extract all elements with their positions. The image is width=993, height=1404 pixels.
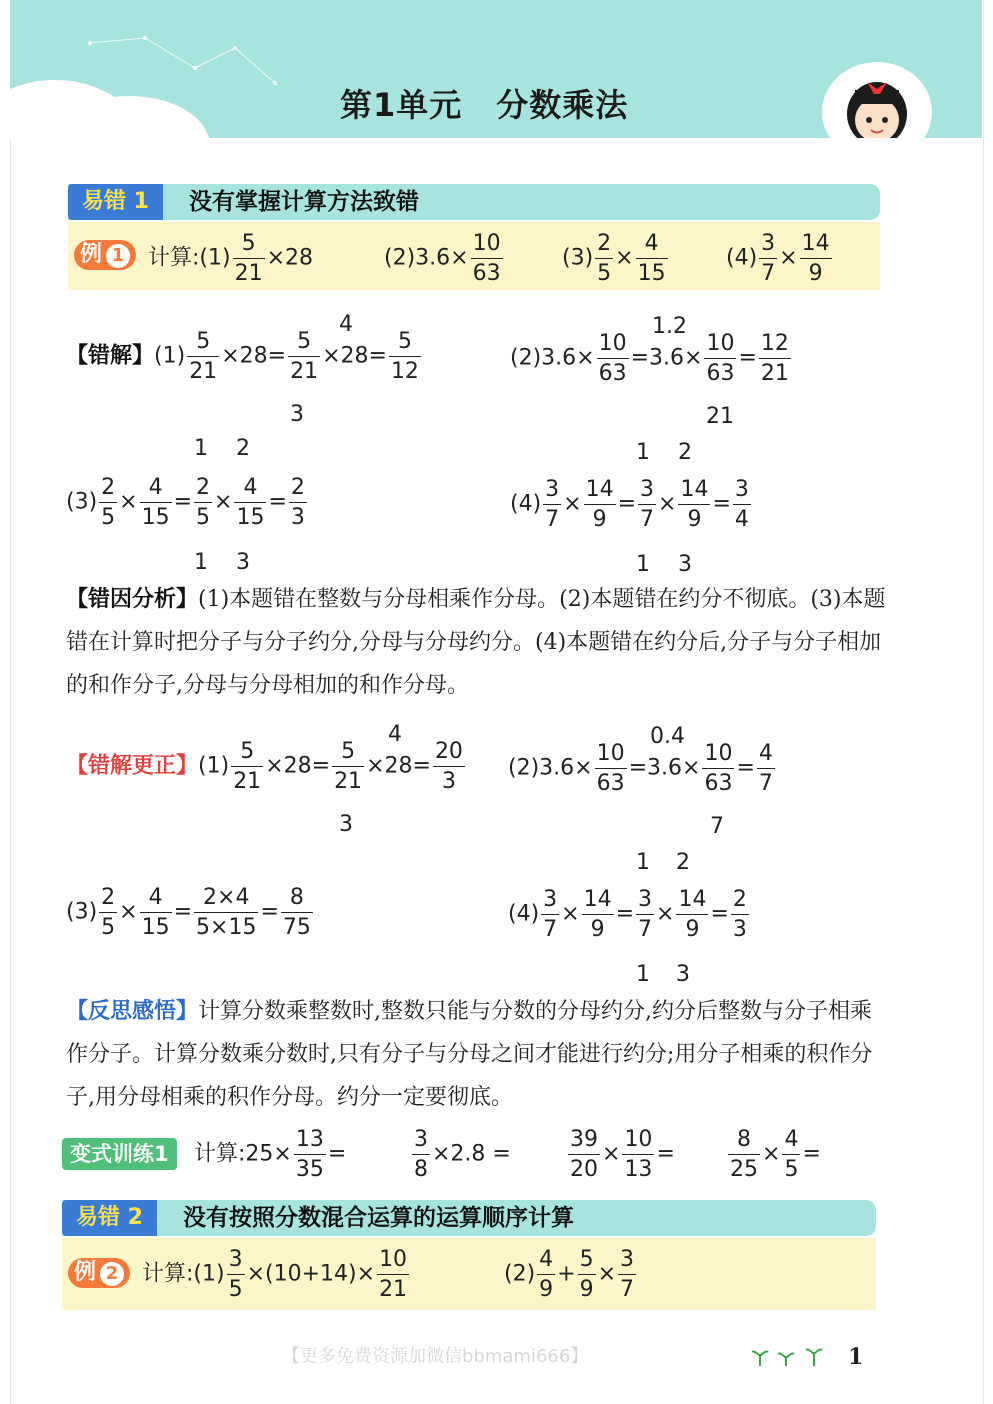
wrong-solution-4: (4) $\frac{3}{7}$ × $\frac{14}{9}$ = $\frac{3}{7}$ × $\frac{14}{9}$ = $\frac{3}{4}$ — [510, 477, 749, 533]
cancel-note: 1 — [636, 962, 650, 987]
fraction: $\frac{4}{15}$ — [141, 885, 170, 941]
fraction: $\frac{14}{9}$ — [585, 477, 614, 533]
fraction: $\frac{10}{13}$ — [624, 1127, 653, 1183]
cancel-note: 7 — [710, 814, 724, 839]
example-1-problem-2 — [384, 232, 505, 285]
variant-problem-2: $\frac{3}{8}$ ×2.8 = — [414, 1127, 511, 1183]
fraction: $\frac{8}{75}$ — [282, 885, 311, 941]
fraction: $\frac{5}{21}$ — [334, 739, 363, 795]
fraction: $\frac{13}{35}$ — [295, 1127, 324, 1183]
cancel-note: 3 — [339, 812, 353, 837]
fraction: $\frac{4}{15}$ — [637, 231, 666, 287]
calc-lead: 计算: — [148, 245, 200, 271]
fraction: $\frac{5}{21}$ — [233, 739, 262, 795]
fraction: $\frac{10}{63}$ — [704, 741, 733, 797]
reflection-text: 计算分数乘整数时,整数只能与分数的分母约分,约分后整数与分子相乘作分子。计算分数乘分数时,只有分子与分母之间才能进行约分;用分子相乘的积作分子,用分母相乘的积作分母。约分一定要彻底。 — [66, 999, 873, 1110]
fraction: $\frac{2}{5}$ — [101, 885, 116, 941]
cancel-note: 2 — [236, 436, 250, 461]
cancel-note: 4 — [339, 312, 353, 337]
fraction: $\frac{2}{3}$ — [290, 475, 305, 531]
fraction: $\frac{10}{63}$ — [472, 231, 501, 287]
fraction: $\frac{3}{4}$ — [734, 477, 749, 533]
analysis-text: (1)本题错在整数与分母相乘作分母。(2)本题错在约分不彻底。(3)本题错在计算时把分子与分子约分,分母与分母约分。(4)本题错在约分后,分子与分子相加的和作分子,分母与分母相加的和作分母。 — [66, 587, 886, 698]
variant-problem-1: 计算:25× $\frac{13}{35}$ = — [194, 1127, 347, 1183]
fraction: $\frac{2\times 4}{5\times 15}$ — [196, 885, 257, 941]
unit-topic: 分数乘法 — [496, 86, 629, 124]
cancel-note: 3 — [676, 962, 690, 987]
cancel-note: 3 — [678, 552, 692, 577]
error-section-1-header — [68, 184, 880, 220]
problem-label: (4) — [726, 245, 758, 271]
error-section-2-header — [62, 1200, 876, 1236]
fraction: $\frac{3}{7}$ — [640, 477, 655, 533]
error-section-title: 没有按照分数混合运算的运算顺序计算 — [183, 1205, 574, 1231]
error-analysis — [66, 578, 886, 707]
fraction: $\frac{3}{7}$ — [638, 887, 653, 943]
variant-training-tag: 变式训练1 — [62, 1138, 177, 1170]
fraction: $\frac{12}{21}$ — [760, 331, 789, 387]
fraction: $\frac{39}{20}$ — [570, 1127, 598, 1183]
reflection — [66, 990, 886, 1119]
fraction: $\frac{10}{63}$ — [598, 331, 627, 387]
example-badge: 例 2 — [68, 1258, 130, 1288]
expr-text: ×28 — [266, 245, 314, 271]
fraction: $\frac{2}{5}$ — [597, 231, 612, 287]
corrected-solution-4: (4) $\frac{3}{7}$ × $\frac{14}{9}$ = $\frac{3}{7}$ × $\frac{14}{9}$ = $\frac{2}{3}$ — [508, 887, 747, 943]
wrong-solution-2: (2)3.6× $\frac{10}{63}$ =3.6× $\frac{10}{63}$ = $\frac{12}{21}$ — [510, 331, 789, 387]
fraction: $\frac{10}{21}$ — [379, 1247, 408, 1303]
cancel-note: 0.4 — [650, 724, 685, 749]
variant-problem-4: $\frac{8}{25}$ × $\frac{4}{5}$ = — [730, 1127, 821, 1183]
correction-label: 【错解更正】 — [66, 753, 199, 779]
cancel-note: 1 — [194, 436, 208, 461]
error-section-title: 没有掌握计算方法致错 — [189, 189, 419, 215]
cancel-note: 1 — [636, 440, 650, 465]
cancel-note: 3 — [236, 550, 250, 575]
fraction: $\frac{5}{21}$ — [189, 329, 218, 385]
fraction: $\frac{5}{12}$ — [390, 329, 419, 385]
fraction: $\frac{2}{5}$ — [196, 475, 211, 531]
fraction: $\frac{3}{8}$ — [414, 1127, 428, 1183]
example-1-problem-3: (3) $\frac{2}{5}$ × $\frac{4}{15}$ — [562, 231, 666, 287]
reflection-label: 【反思感悟】 — [66, 998, 199, 1024]
cancel-note: 2 — [678, 440, 692, 465]
variant-problem-3: $\frac{39}{20}$ × $\frac{10}{13}$ = — [570, 1127, 675, 1183]
error-tag: 易错 2 — [62, 1200, 157, 1236]
problem-label: (1) — [199, 245, 231, 271]
example-2-problem-2: (2) $\frac{4}{9}$ + $\frac{5}{9}$ × $\frac{3}{7}$ — [504, 1247, 635, 1303]
fraction: $\frac{14}{9}$ — [678, 887, 707, 943]
watermark-text: 【更多免费资源加微信bbmami666】 — [282, 1346, 589, 1367]
unit-number: 第1单元 — [340, 86, 463, 124]
example-2-problem-1: 计算:(1) $\frac{3}{5}$ ×(10+14)× $\frac{10}{21}$ — [142, 1247, 408, 1303]
fraction: $\frac{2}{3}$ — [732, 887, 747, 943]
fraction: $\frac{14}{9}$ — [583, 887, 612, 943]
fraction: $\frac{4}{7}$ — [758, 741, 773, 797]
fraction: $\frac{3}{5}$ — [228, 1247, 243, 1303]
cancel-note: 3 — [290, 402, 304, 427]
fraction: $\frac{3}{7}$ — [620, 1247, 635, 1303]
constellation-icon — [85, 28, 315, 98]
fraction: $\frac{4}{9}$ — [539, 1247, 554, 1303]
girl-mascot-icon — [822, 62, 932, 138]
corrected-solution-1: 【错解更正】(1) $\frac{5}{21}$ ×28= $\frac{5}{21}$ ×28= $\frac{20}{3}$ — [66, 739, 463, 795]
fraction: $\frac{10}{63}$ — [706, 331, 735, 387]
page-number: 1 — [848, 1344, 864, 1370]
cancel-note: 1 — [636, 552, 650, 577]
cancel-note: 1 — [636, 850, 650, 875]
fraction: $\frac{14}{9}$ — [680, 477, 709, 533]
fraction: $\frac{2}{5}$ — [101, 475, 116, 531]
fraction: $\frac{4}{15}$ — [236, 475, 265, 531]
fraction: $\frac{3}{7}$ — [761, 231, 776, 287]
fraction: $\frac{10}{63}$ — [596, 741, 625, 797]
cancel-note: 21 — [706, 404, 734, 429]
analysis-label: 【错因分析】 — [66, 586, 199, 612]
example-badge: 例 1 — [74, 240, 136, 270]
fraction: $\frac{5}{9}$ — [579, 1247, 594, 1303]
problem-label: (2)3.6× — [384, 245, 469, 271]
cancel-note: 4 — [388, 722, 402, 747]
fraction: $\frac{4}{5}$ — [784, 1127, 799, 1183]
unit-header — [10, 0, 982, 138]
corrected-solution-3: (3) $\frac{2}{5}$ × $\frac{4}{15}$ = $\frac{2\times 4}{5\times 15}$ = $\frac{8}{75}$ — [66, 885, 311, 941]
wrong-solution-1: 【错解】(1) $\frac{5}{21}$ ×28= $\frac{5}{21}$ ×28= $\frac{5}{12}$ — [66, 329, 419, 385]
fraction: $\frac{8}{25}$ — [730, 1127, 758, 1183]
corrected-solution-2: (2)3.6× $\frac{10}{63}$ =3.6× $\frac{10}{63}$ = $\frac{4}{7}$ — [508, 741, 773, 797]
example-1-problems — [148, 232, 313, 285]
wrong-solution-3: (3) $\frac{2}{5}$ × $\frac{4}{15}$ = $\frac{2}{5}$ × $\frac{4}{15}$ = $\frac{2}{3}$ — [66, 475, 305, 531]
fraction: $\frac{3}{7}$ — [545, 477, 560, 533]
error-tag: 易错 1 — [68, 184, 163, 220]
fraction: $\frac{5}{21}$ — [290, 329, 319, 385]
cancel-note: 2 — [676, 850, 690, 875]
cancel-note: 1 — [194, 550, 208, 575]
fraction: $\frac{4}{15}$ — [141, 475, 170, 531]
fraction: $\frac{20}{3}$ — [434, 739, 463, 795]
wrong-label: 【错解】 — [66, 343, 155, 369]
cancel-note: 1.2 — [652, 314, 687, 339]
fraction: $\frac{5}{21}$ — [234, 231, 263, 287]
page-title — [340, 80, 628, 126]
sprout-icon — [752, 1344, 830, 1368]
problem-label: (3) — [562, 245, 594, 271]
example-1-problem-4: (4) $\frac{3}{7}$ × $\frac{14}{9}$ — [726, 231, 830, 287]
fraction: $\frac{14}{9}$ — [801, 231, 830, 287]
fraction: $\frac{3}{7}$ — [543, 887, 558, 943]
